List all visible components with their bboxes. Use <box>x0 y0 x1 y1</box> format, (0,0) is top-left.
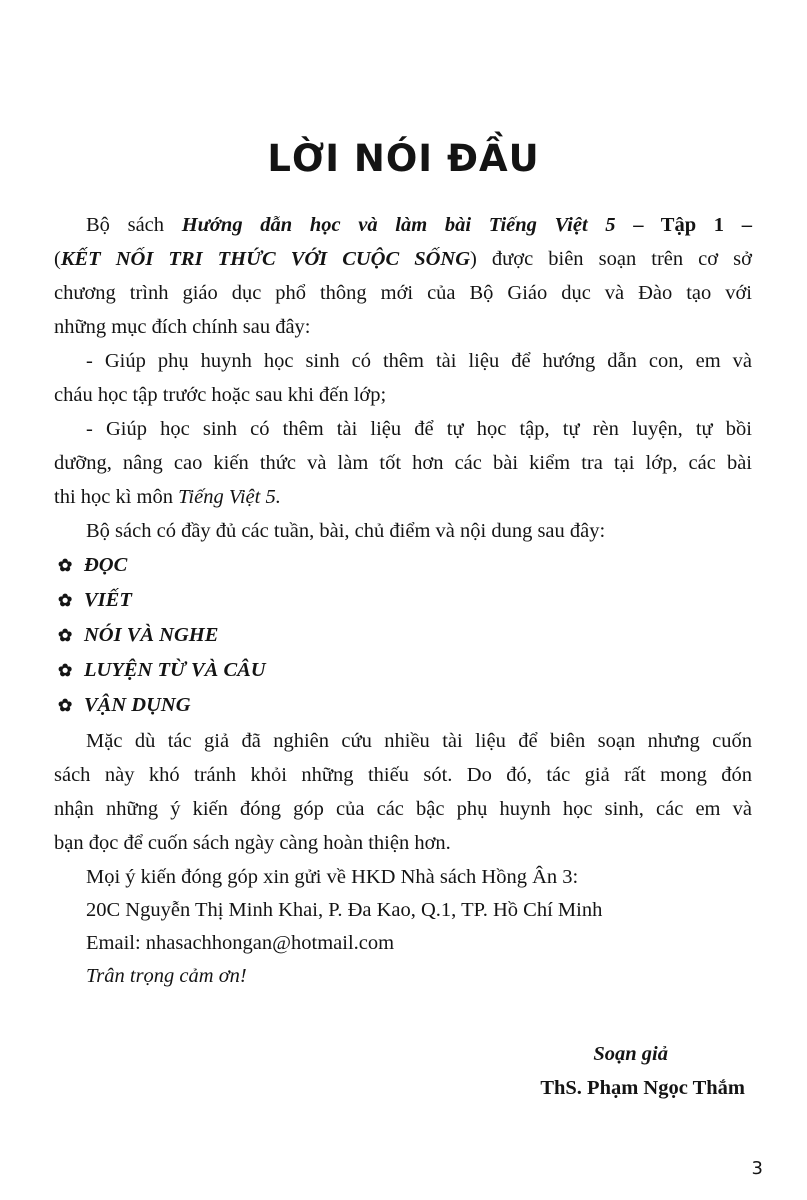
intro-line-4: những mục đích chính sau đây: <box>54 316 311 338</box>
purpose-1-line-1 <box>54 347 752 375</box>
subject-name: Tiếng Việt 5. <box>178 486 281 508</box>
purpose-1-text: - Giúp phụ huynh học sinh có thêm tài liệu để hướng dẫn con, em và <box>86 350 752 372</box>
purpose-1-line-2: cháu học tập trước hoặc sau khi đến lớp; <box>54 384 387 406</box>
bullet-item-luyen-tu-va-cau <box>58 656 266 685</box>
paren-open: ( <box>54 248 61 270</box>
author-name: ThS. Phạm Ngọc Thắm <box>540 1077 745 1099</box>
closing-line-1 <box>54 727 752 755</box>
contact-address: 20C Nguyễn Thị Minh Khai, P. Đa Kao, Q.1, TP. Hồ Chí Minh <box>86 899 603 921</box>
flower-icon: ✿ <box>58 661 73 680</box>
closing-line-3: nhận những ý kiến đóng góp của các bậc phụ huynh học sinh, các em và <box>54 798 752 820</box>
purpose-2-text: - Giúp học sinh có thêm tài liệu để tự học tập, tự rèn luyện, tự bồi <box>86 418 752 440</box>
author-role: Soạn giả <box>593 1043 668 1065</box>
closing-line-4: bạn đọc để cuốn sách ngày càng hoàn thiện hơn. <box>54 832 451 854</box>
bullet-label: LUYỆN TỪ VÀ CÂU <box>84 659 266 681</box>
purpose-2-line-1 <box>54 415 752 443</box>
page-title: LỜI NÓI ĐẦU <box>267 137 540 180</box>
flower-icon: ✿ <box>58 556 73 575</box>
contact-line-1: Mọi ý kiến đóng góp xin gửi về HKD Nhà sách Hồng Ân 3: <box>86 866 579 888</box>
bullet-label: VẬN DỤNG <box>84 694 191 716</box>
series-name: KẾT NỐI TRI THỨC VỚI CUỘC SỐNG <box>60 248 471 270</box>
contact-email: Email: nhasachhongan@hotmail.com <box>86 932 395 954</box>
intro-line-3: chương trình giáo dục phổ thông mới của Bộ Giáo dục và Đào tạo với <box>54 282 752 304</box>
intro-line-2 <box>54 245 752 273</box>
bullet-item-viet <box>58 586 132 615</box>
contents-intro: Bộ sách có đầy đủ các tuần, bài, chủ điểm và nội dung sau đây: <box>86 520 606 542</box>
thanks-line: Trân trọng cảm ơn! <box>86 965 247 987</box>
flower-icon: ✿ <box>58 626 73 645</box>
page-number: 3 <box>751 1158 763 1179</box>
purpose-2-line-3 <box>54 483 281 511</box>
bullet-item-van-dung <box>58 691 191 720</box>
flower-icon: ✿ <box>58 696 73 715</box>
bullet-label: VIẾT <box>84 589 132 611</box>
bullet-label: NÓI VÀ NGHE <box>84 624 219 646</box>
intro-text: Bộ sách <box>86 214 182 236</box>
closing-line-2: sách này khó tránh khỏi những thiếu sót. Do đó, tác giả rất mong đón <box>54 764 752 786</box>
bullet-item-doc <box>58 551 127 580</box>
bullet-label: ĐỌC <box>84 554 128 576</box>
purpose-2-text: thi học kì môn <box>54 486 179 508</box>
purpose-2-line-2: dưỡng, nâng cao kiến thức và làm tốt hơn các bài kiểm tra tại lớp, các bài <box>54 452 752 474</box>
volume-label: – Tập 1 – <box>615 214 752 236</box>
book-title: Hướng dẫn học và làm bài Tiếng Việt 5 <box>181 214 616 236</box>
bullet-item-noi-va-nghe <box>58 621 218 650</box>
intro-line-1 <box>54 211 752 239</box>
closing-text: Mặc dù tác giả đã nghiên cứu nhiều tài liệu để biên soạn nhưng cuốn <box>86 730 752 752</box>
intro-text: ) được biên soạn trên cơ sở <box>470 248 752 270</box>
flower-icon: ✿ <box>58 591 73 610</box>
